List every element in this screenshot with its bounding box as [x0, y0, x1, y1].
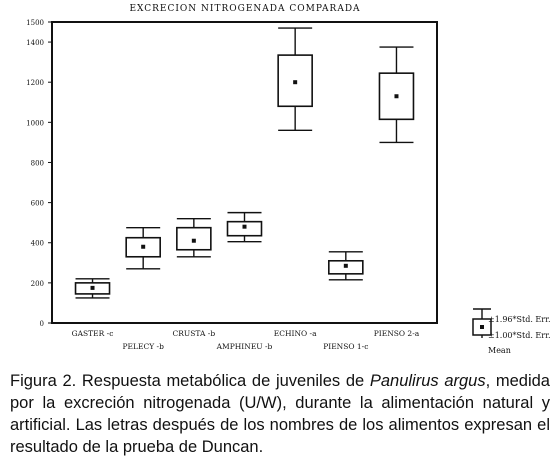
legend-entry-label: Mean — [488, 346, 511, 355]
mean-marker — [192, 239, 196, 243]
caption-prefix: Figura 2. Respuesta metabólica de juveniles de — [10, 372, 370, 390]
x-category-label: ECHINO -a — [273, 329, 317, 338]
y-tick-label: 400 — [30, 239, 44, 248]
legend-entry-label: ±1.00*Std. Err. — [488, 331, 551, 340]
x-category-label: CRUSTA -b — [172, 329, 216, 338]
box — [228, 222, 262, 236]
x-category-label: GASTER -c — [71, 329, 114, 338]
mean-marker — [344, 264, 348, 268]
caption-suffix: , medida por la excreción nitrogenada (U/W), durante la alimentación natural y artificial. Las letras después de los nombres de los alimentos expresan el resultado de la prueba de Duncan. — [10, 372, 550, 456]
y-tick-label: 1400 — [26, 39, 44, 48]
box — [177, 228, 211, 250]
caption-species: Panulirus argus — [369, 372, 486, 390]
mean-marker — [243, 225, 247, 229]
plot-frame — [52, 22, 437, 323]
figure-caption — [10, 370, 550, 458]
chart-title: EXCRECION NITROGENADA COMPARADA — [129, 4, 361, 14]
y-tick-label: 800 — [30, 159, 44, 168]
x-category-label: PIENSO 2-a — [373, 329, 420, 338]
mean-marker — [91, 286, 95, 290]
x-category-label: AMPHINEU -b — [216, 342, 273, 351]
mean-marker — [394, 94, 398, 98]
mean-marker — [293, 80, 297, 84]
y-tick-label: 600 — [30, 199, 44, 208]
y-tick-label: 1000 — [26, 119, 44, 128]
y-tick-label: 0 — [39, 320, 44, 328]
y-tick-label: 200 — [30, 279, 44, 288]
x-category-label: PIENSO 1-c — [323, 342, 369, 351]
legend-mean-marker — [480, 325, 484, 329]
y-tick-label: 1500 — [26, 19, 44, 27]
y-tick-label: 1200 — [26, 79, 44, 88]
x-category-label: PELECY -b — [122, 342, 164, 351]
legend-entry-label: ±1.96*Std. Err. — [488, 315, 551, 324]
mean-marker — [141, 245, 145, 249]
